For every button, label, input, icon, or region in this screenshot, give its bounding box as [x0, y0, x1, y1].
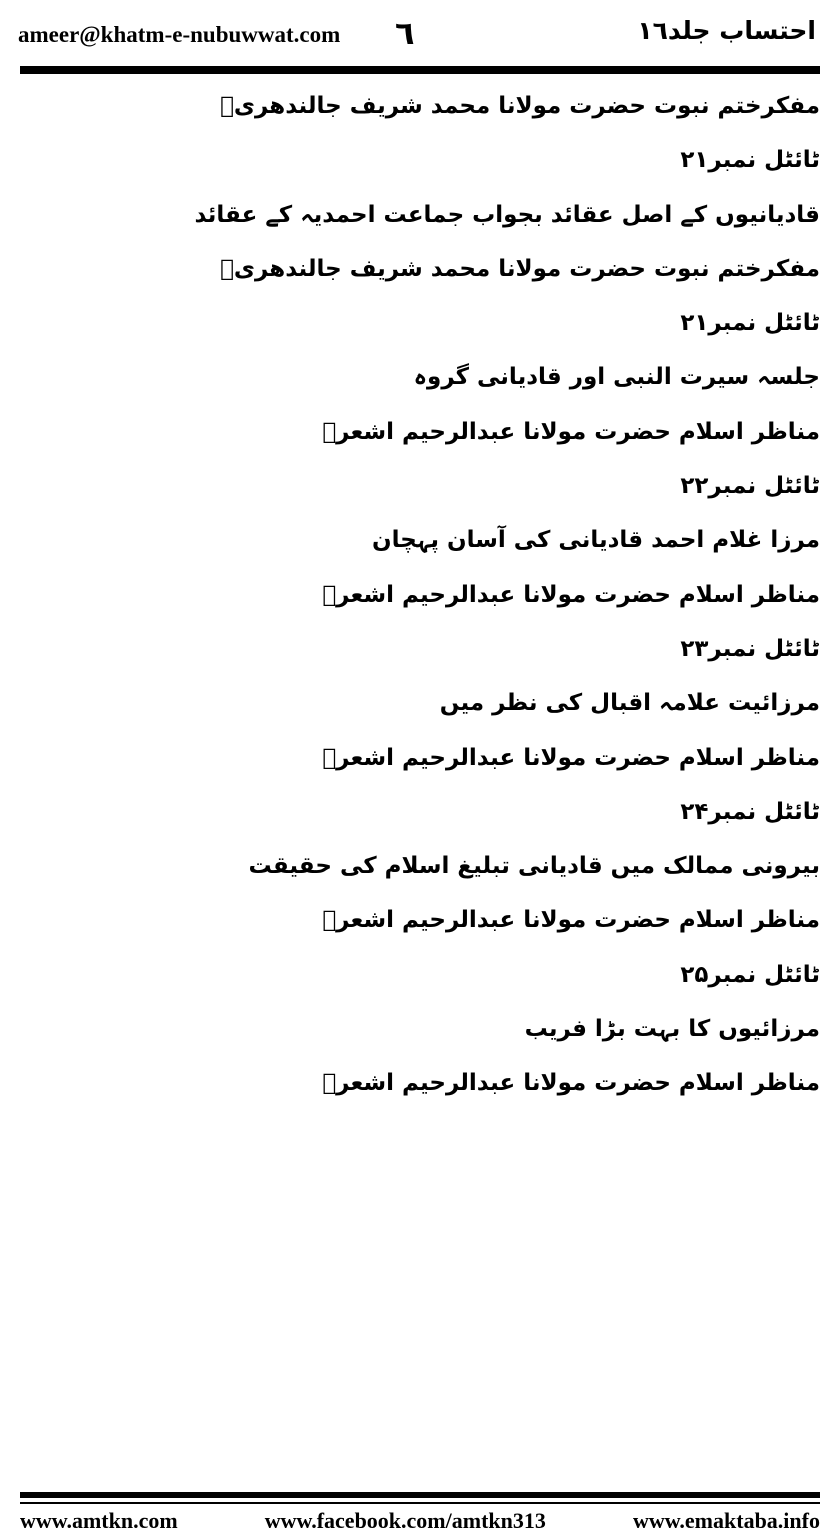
page-number: ٦ — [395, 14, 415, 52]
text-line: مناظر اسلام حضرت مولانا عبدالرحیم اشعرؒ — [322, 581, 820, 608]
footer-link-facebook[interactable]: www.facebook.com/amtkn313 — [264, 1508, 546, 1533]
text-line: مفکرختم نبوت حضرت مولانا محمد شریف جالندھریؒ — [220, 93, 820, 119]
page-content — [40, 86, 820, 1118]
text-line: مرزا غلام احمد قادیانی کی آسان پہچان — [372, 527, 820, 554]
text-line: مرزائیت علامہ اقبال کی نظر میں — [439, 690, 820, 717]
text-line: مناظر اسلام حضرت مولانا عبدالرحیم اشعرؒ — [322, 1070, 820, 1097]
text-line: ٹائٹل نمبر۲۳ — [680, 635, 820, 662]
text-line: مناظر اسلام حضرت مولانا عبدالرحیم اشعرؒ — [322, 907, 820, 934]
page-footer — [20, 1508, 820, 1534]
text-line: مناظر اسلام حضرت مولانا عبدالرحیم اشعرؒ — [322, 744, 820, 771]
text-line: ٹائٹل نمبر۲۴ — [680, 798, 820, 825]
page-header — [0, 0, 840, 72]
text-line: مرزائیوں کا بہت بڑا فریب — [524, 1016, 820, 1043]
text-line: ٹائٹل نمبر۲۲ — [680, 473, 820, 500]
text-line: مفکرختم نبوت حضرت مولانا محمد شریف جالندھریؒ — [220, 255, 820, 282]
header-divider — [20, 66, 820, 74]
text-line: بیرونی ممالک میں قادیانی تبلیغ اسلام کی حقیقت — [248, 853, 820, 880]
footer-link-emaktaba[interactable]: www.emaktaba.info — [632, 1508, 820, 1533]
footer-divider — [20, 1492, 820, 1498]
text-line: مناظر اسلام حضرت مولانا عبدالرحیم اشعرؒ — [322, 418, 820, 445]
text-line: ٹائٹل نمبر۲۵ — [680, 961, 820, 988]
footer-link-amtkn[interactable]: www.amtkn.com — [20, 1508, 178, 1533]
text-line: قادیانیوں کے اصل عقائد بجواب جماعت احمدیہ کے عقائد — [194, 201, 820, 228]
header-email: ameer@khatm-e-nubuwwat.com — [18, 22, 341, 47]
text-line: ٹائٹل نمبر۲١ — [680, 147, 820, 174]
text-line: ٹائٹل نمبر۲١ — [680, 310, 820, 337]
footer-divider-thin — [20, 1502, 820, 1504]
book-title: احتساب جلد١٦ — [637, 16, 816, 45]
text-line: جلسہ سیرت النبی اور قادیانی گروہ — [413, 364, 820, 391]
